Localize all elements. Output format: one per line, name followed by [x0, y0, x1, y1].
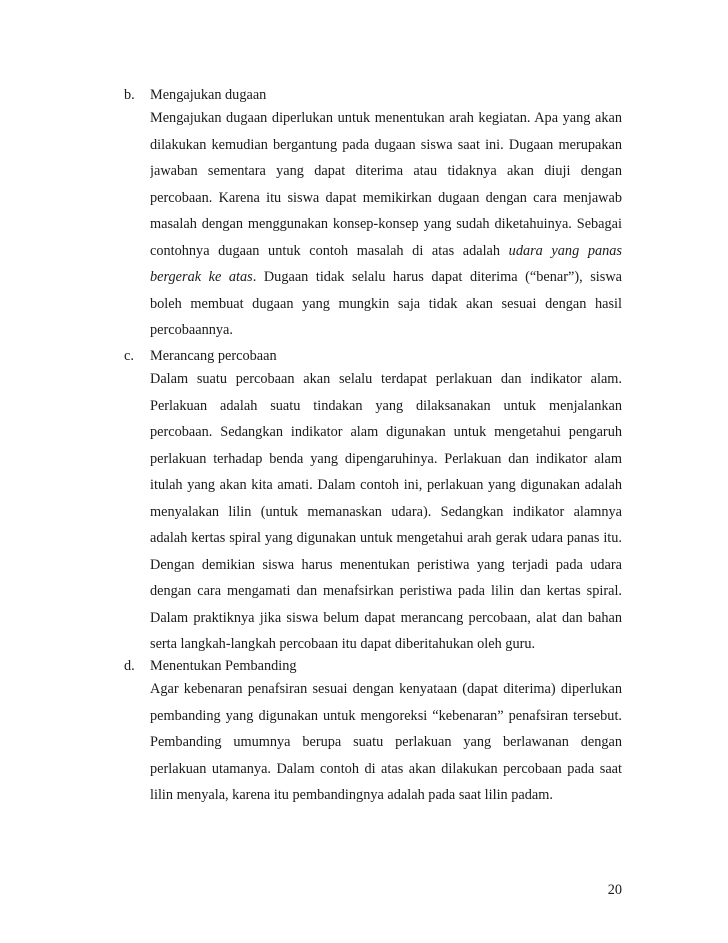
- section-marker: b.: [124, 87, 135, 103]
- section-marker: d.: [124, 658, 135, 674]
- paragraph-line: perlakuan utamanya. Dalam contoh di atas akan dilakukan percobaan pada saat: [150, 760, 622, 777]
- paragraph-line: Agar kebenaran penafsiran sesuai dengan kenyataan (dapat diterima) diperlukan: [150, 681, 622, 697]
- section-paragraph: [150, 676, 622, 809]
- line-segment: contohnya dugaan untuk contoh masalah di atas adalah: [150, 242, 501, 259]
- section-title: Merancang percobaan: [150, 348, 277, 364]
- page-number: 20: [607, 882, 622, 898]
- section-menentukan-pembanding: [124, 656, 622, 809]
- section-heading: [124, 85, 622, 105]
- paragraph-line: serta langkah-langkah percobaan itu dapat diberitahukan oleh guru.: [150, 636, 536, 652]
- paragraph-line: boleh membuat dugaan yang mungkin saja tidak akan sesuai dengan hasil: [150, 295, 622, 312]
- paragraph-line: percobaan. Sedangkan indikator alam digunakan untuk mengetahui pengaruh: [150, 424, 622, 440]
- paragraph-line: [150, 264, 622, 291]
- paragraph-line: lilin menyala, karena itu pembandingnya adalah pada saat lilin padam.: [150, 787, 553, 803]
- paragraph-line: itulah yang akan kita amati. Dalam contoh ini, perlakuan yang digunakan adalah: [150, 477, 622, 493]
- section-heading: [124, 656, 622, 676]
- paragraph-line: pembanding yang digunakan untuk mengoreksi “kebenaran” penafsiran tersebut.: [150, 707, 622, 724]
- paragraph-line: Pembanding umumnya berupa suatu perlakuan yang berlawanan dengan: [150, 734, 622, 750]
- paragraph-line: Perlakuan adalah suatu tindakan yang dilaksanakan untuk menjalankan: [150, 397, 622, 414]
- paragraph-line: perlakuan terhadap benda yang dipengaruhinya. Perlakuan dan indikator alam: [150, 450, 622, 467]
- paragraph-line: adalah kertas spiral yang digunakan untuk mengetahui arah gerak udara panas itu.: [150, 530, 622, 546]
- section-heading: [124, 346, 622, 366]
- paragraph-line: jawaban sementara yang dapat diterima atau tidaknya akan diuji dengan: [150, 163, 622, 179]
- section-title: Menentukan Pembanding: [150, 658, 297, 674]
- section-paragraph: [150, 366, 622, 658]
- paragraph-line: Dalam praktiknya jika siswa belum dapat merancang percobaan, alat dan bahan: [150, 609, 622, 626]
- section-mengajukan-dugaan: [124, 85, 622, 344]
- paragraph-line: dilakukan kemudian bergantung pada dugaan siswa saat ini. Dugaan merupakan: [150, 136, 622, 153]
- paragraph-line: dengan cara mengamati dan menafsirkan peristiwa pada lilin dan kertas spiral.: [150, 583, 622, 599]
- italic-term: udara yang panas: [508, 242, 622, 259]
- paragraph-line: percobaannya.: [150, 322, 233, 338]
- paragraph-line: masalah dengan menggunakan konsep-konsep yang sudah diketahuinya. Sebagai: [150, 216, 622, 232]
- section-paragraph: [150, 105, 622, 344]
- paragraph-line: Dalam suatu percobaan akan selalu terdapat perlakuan dan indikator alam.: [150, 371, 622, 387]
- italic-term: bergerak ke atas: [150, 269, 253, 285]
- paragraph-line: percobaan. Karena itu siswa dapat memikirkan dugaan dengan cara menjawab: [150, 189, 622, 206]
- line-segment: . Dugaan tidak selalu harus dapat diterima (“benar”), siswa: [252, 269, 622, 285]
- paragraph-line: [150, 238, 622, 265]
- section-merancang-percobaan: [124, 346, 622, 658]
- section-marker: c.: [124, 348, 134, 364]
- paragraph-line: Mengajukan dugaan diperlukan untuk menentukan arah kegiatan. Apa yang akan: [150, 110, 622, 126]
- paragraph-line: menyalakan lilin (untuk memanaskan udara). Sedangkan indikator alamnya: [150, 503, 622, 520]
- paragraph-line: Dengan demikian siswa harus menentukan peristiwa yang terjadi pada udara: [150, 556, 622, 573]
- section-title: Mengajukan dugaan: [150, 87, 267, 103]
